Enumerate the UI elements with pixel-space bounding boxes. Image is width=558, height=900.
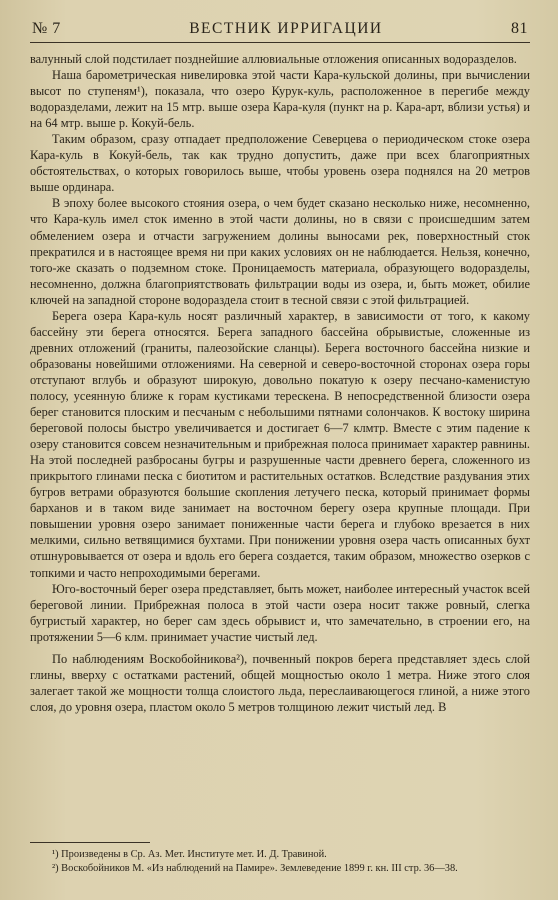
issue-number: № 7 [32, 20, 61, 37]
footnote: ¹) Произведены в Ср. Аз. Мет. Институте мет. И. Д. Травиной. [52, 849, 327, 860]
paragraph: По наблюдениям Воскобойникова²), почвенный покров берега представляет здесь слой глины, вверху с остатками растений, общей мощностью около 1 метра. Ниже этого слоя залегает такой же мощности толща слоистого льда, переслаивающегося глиной, а ниже этого слоя, до уровня озера, пластом около 5 метров толщиною лежит чистый лед. В [30, 651, 530, 714]
footnote-rule [30, 842, 150, 843]
paragraph: Юго-восточный берег озера представляет, быть может, наиболее интересный участок всей береговой линии. Прибрежная полоса в этой части озера носит также ровный, слегка бугристый характер, но берег сам здесь обрывист и, что замечательно, в строении его, на протяжении 5—6 клм. принимает участие чистый лед. [30, 581, 530, 644]
header-rule [30, 42, 530, 43]
footnotes [30, 848, 530, 876]
page-number: 81 [511, 20, 528, 37]
running-header [30, 20, 530, 38]
paragraph: Берега озера Кара-куль носят различный характер, в зависимости от того, к какому бассейну эти берега относятся. Берега западного бассейна обрывистые, сложенные из древних отложений (граниты, палеозойские сланцы). Берега восточного бассейна низкие и образованы новейшими отложениями. На северной и северо-восточной сторонах озера горы отступают вглубь и образуют широкую, довольно покатую к озеру песчано-каменистую полосу, усеянную ближе к горам кустиками терескена. В непосредственной близости озера берег становится плоским и песчаным с небольшими пятнами солончаков. К востоку ширина береговой полосы быстро увеличивается и достигает 6—7 клмтр. Вместе с этим падение к озеру становится совсем незначительным и прибрежная полоса принимает характер равнины. На этой последней разбросаны бугры и разрушенные части древнего берега, сложенного из прикрытого глинами песка с биотитом и растительных остатков. Вследствие раздувания этих бугров ветрами образуются большие скопления летучего песка, который принимает формы барханов и в таком виде занимает на восточном берегу озера крупные площади. При повышении уровня озеро занимает пониженные части берега и глубоко врезается в них мелкими, сильно ветвящимися бухтами. При понижении уровня озера часть описанных бухт отшнуровывается от озера и вдоль его берега создается, таким образом, множество озерков с топкими и часто непроходимыми берегами. [30, 308, 530, 580]
footnote: ²) Воскобойников М. «Из наблюдений на Памире». Землеведение 1899 г. кн. III стр. 36—38. [52, 863, 458, 874]
article-body [30, 51, 530, 715]
paragraph: валунный слой подстилает позднейшие аллювиальные отложения описанных водоразделов. [30, 52, 517, 66]
paragraph: Таким образом, сразу отпадает предположение Северцева о периодическом стоке озера Кара-куль в Кокуй-бель, так как трудно допустить, даже при всех благоприятных обстоятельствах, о которых говорилось выше, чтобы уровень озера поднялся на 20 метров выше ординара. [30, 132, 530, 195]
paragraph: Наша барометрическая нивелировка этой части Кара-кульской долины, при вычислении высот по ступеням¹), показала, что озеро Курук-куль, расположенное в перегибе между водоразделами, лежит на 15 мтр. выше озера Кара-куля (пункт на р. Кара-арт, вблизи устья) и на 64 мтр. выше р. Кокуй-бель. [30, 68, 530, 131]
journal-title: ВЕСТНИК ИРРИГАЦИИ [189, 20, 383, 37]
paragraph: В эпоху более высокого стояния озера, о чем будет сказано несколько ниже, несомненно, что Кара-куль имел сток именно в этой части долины, но в связи с происшедшим затем обмелением озера и отчасти загружением долины выносами рек, поверхностный сток прекратился и в настоящее время ни при каких условиях он не наблюдается. Нельзя, конечно, того-же сказать о подземном стоке. Проницаемость материала, образующего водоразделы, несомненно, должна благоприятствовать фильтрации воды из озера, и, быть может, обилие ключей на западной стороне водораздела стоит в тесной связи с этой фильтрацией. [30, 196, 530, 307]
